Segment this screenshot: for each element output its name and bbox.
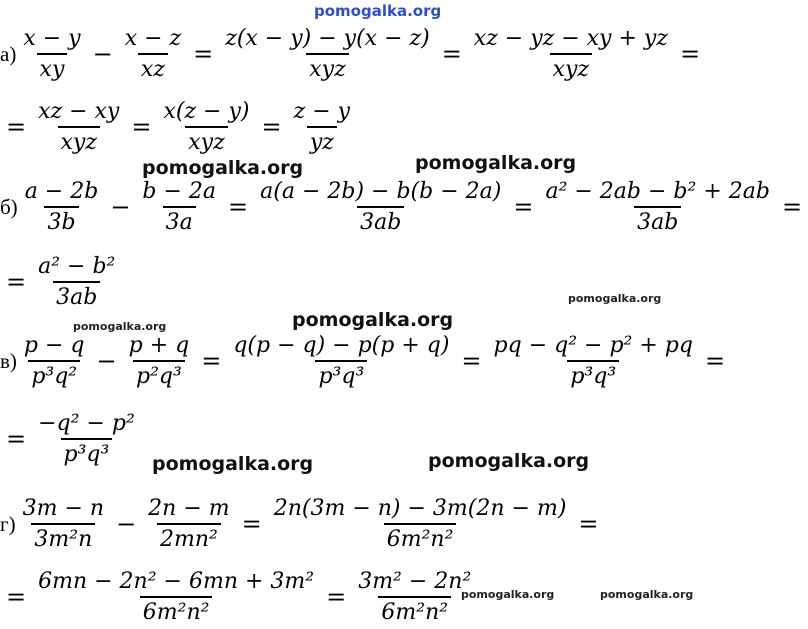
watermark-top: pomogalka.org [314, 2, 442, 20]
equals-sign: = [461, 347, 482, 375]
denominator: 6m²n² [140, 596, 213, 627]
denominator: 6m²n² [378, 596, 451, 627]
watermark: pomogalka.org [292, 309, 454, 331]
line-g-2 [0, 567, 477, 627]
fraction [139, 177, 219, 237]
line-b-2 [0, 252, 121, 312]
denominator: p³q² [28, 360, 80, 391]
line-v-1 [0, 331, 731, 391]
watermark: pomogalka.org [568, 292, 662, 305]
fraction [491, 331, 696, 391]
equals-sign: = [6, 113, 27, 141]
equals-sign: = [261, 113, 282, 141]
line-v-2 [0, 409, 141, 469]
denominator: p³q³ [315, 360, 367, 391]
fraction [230, 331, 452, 391]
numerator: 2n − m [148, 496, 230, 521]
numerator: p − q [23, 333, 85, 358]
numerator: p + q [128, 333, 190, 358]
equals-sign: = [228, 193, 249, 221]
denominator: xz [138, 53, 168, 84]
fraction [22, 177, 102, 237]
numerator: z(x − y) − y(x − z) [225, 26, 430, 51]
item-label: а) [0, 41, 17, 66]
equals-sign: = [6, 425, 27, 453]
fraction [291, 97, 353, 157]
denominator: xyz [185, 126, 227, 157]
equals-sign: = [326, 583, 347, 611]
fraction [355, 567, 474, 627]
equals-sign: = [201, 347, 222, 375]
numerator: pq − q² − p² + pq [493, 333, 693, 358]
numerator: xz − xy [38, 99, 120, 124]
line-a-2 [0, 97, 356, 157]
equals-sign: = [704, 347, 726, 375]
fraction [35, 252, 118, 312]
denominator: yz [307, 126, 337, 157]
denominator: p²q³ [133, 360, 185, 391]
numerator: x − z [124, 26, 182, 51]
item-label: б) [0, 194, 18, 219]
fraction [145, 494, 232, 554]
fraction [35, 97, 122, 157]
equals-sign: = [513, 193, 534, 221]
denominator: 2mn² [157, 523, 221, 554]
fraction [471, 24, 671, 84]
denominator: 3m²n [31, 523, 95, 554]
denominator: p³q³ [61, 438, 113, 469]
line-a-1 [0, 24, 706, 84]
denominator: 3b [44, 206, 78, 237]
fraction [20, 494, 107, 554]
watermark: pomogalka.org [142, 157, 304, 179]
denominator: 3ab [634, 206, 681, 237]
minus-sign: − [92, 40, 113, 68]
line-b-1 [0, 177, 808, 237]
fraction [35, 567, 317, 627]
watermark: pomogalka.org [461, 588, 555, 601]
item-label: г) [0, 511, 16, 536]
denominator: 6m²n² [384, 523, 457, 554]
watermark: pomogalka.org [152, 453, 314, 475]
numerator: a(a − 2b) − b(b − 2a) [260, 179, 502, 204]
equals-sign: = [6, 583, 27, 611]
equals-sign: = [6, 268, 27, 296]
watermark: pomogalka.org [600, 588, 694, 601]
equals-sign: = [131, 113, 152, 141]
fraction [257, 177, 504, 237]
numerator: 2n(3m − n) − 3m(2n − m) [273, 496, 567, 521]
equals-sign: = [781, 193, 803, 221]
numerator: b − 2a [142, 179, 217, 204]
numerator: xz − yz − xy + yz [473, 26, 668, 51]
equals-sign: = [679, 40, 701, 68]
numerator: a² − b² [38, 254, 116, 279]
minus-sign: − [96, 347, 117, 375]
watermark: pomogalka.org [73, 320, 167, 333]
watermark: pomogalka.org [415, 152, 577, 174]
numerator: x − y [23, 26, 81, 51]
numerator: z − y [293, 99, 351, 124]
denominator: xyz [306, 53, 348, 84]
numerator: x(z − y) [163, 99, 250, 124]
fraction [542, 177, 773, 237]
numerator: −q² − p² [38, 411, 135, 436]
numerator: 3m − n [22, 496, 105, 521]
numerator: 6mn − 2n² − 6mn + 3m² [38, 569, 315, 594]
fraction [35, 409, 138, 469]
fraction [160, 97, 252, 157]
equals-sign: = [441, 40, 462, 68]
denominator: 3ab [53, 281, 100, 312]
denominator: xy [37, 53, 68, 84]
denominator: 3ab [357, 206, 404, 237]
equals-sign: = [578, 510, 599, 538]
fraction [271, 494, 570, 554]
denominator: 3a [163, 206, 196, 237]
item-label: в) [0, 348, 17, 373]
fraction [20, 24, 83, 84]
fraction [222, 24, 432, 84]
minus-sign: − [110, 193, 131, 221]
fraction [21, 331, 88, 391]
equals-sign: = [193, 40, 214, 68]
watermark: pomogalka.org [428, 450, 590, 472]
fraction [122, 24, 184, 84]
fraction [126, 331, 193, 391]
numerator: a² − 2ab − b² + 2ab [545, 179, 770, 204]
denominator: xyz [58, 126, 100, 157]
numerator: 3m² − 2n² [358, 569, 472, 594]
equals-sign: = [241, 510, 262, 538]
numerator: a − 2b [24, 179, 99, 204]
line-g-1 [0, 494, 605, 554]
minus-sign: − [116, 510, 137, 538]
denominator: xyz [550, 53, 592, 84]
denominator: p³q³ [567, 360, 619, 391]
numerator: q(p − q) − p(p + q) [233, 333, 450, 358]
